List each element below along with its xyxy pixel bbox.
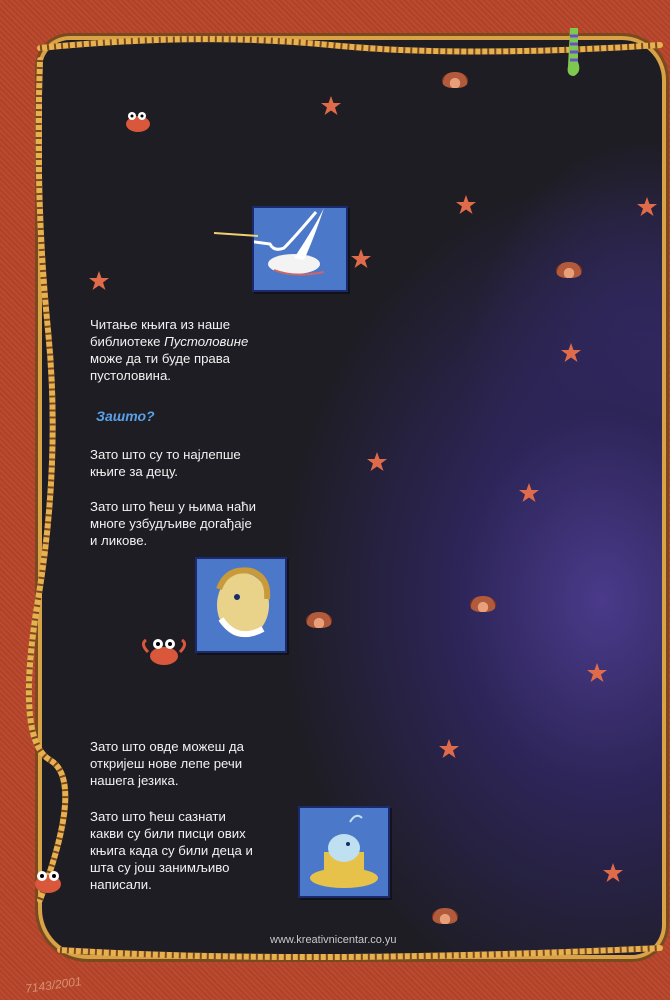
reason-paragraph bbox=[90, 808, 253, 893]
crab-icon bbox=[26, 864, 74, 900]
text-line: и ликове. bbox=[90, 533, 148, 548]
stork-icon bbox=[254, 208, 346, 290]
stork-beak-icon bbox=[214, 228, 258, 238]
stork-illustration bbox=[252, 206, 348, 292]
text-line: нашега језика. bbox=[90, 773, 179, 788]
starfish-icon bbox=[350, 248, 372, 270]
shell-icon bbox=[432, 908, 458, 924]
reason-paragraph bbox=[90, 498, 256, 549]
crab-icon bbox=[140, 634, 190, 670]
shell-icon bbox=[470, 596, 496, 612]
text-line: Зато што су то најлепше bbox=[90, 447, 241, 462]
starfish-icon bbox=[560, 342, 582, 364]
poet-portrait-illustration bbox=[195, 557, 287, 653]
starfish-icon bbox=[518, 482, 540, 504]
reason-paragraph bbox=[90, 446, 241, 480]
shell-icon bbox=[306, 612, 332, 628]
starfish-icon bbox=[366, 451, 388, 473]
text-line: шта су још занимљиво bbox=[90, 860, 230, 875]
starfish-icon bbox=[586, 662, 608, 684]
text-fragment: библиотеке bbox=[90, 334, 165, 349]
text-line: Зато што ћеш сазнати bbox=[90, 809, 226, 824]
text-line: Читање књига из наше bbox=[90, 317, 231, 332]
intro-paragraph bbox=[90, 316, 248, 384]
starfish-icon bbox=[636, 196, 658, 218]
crab-icon bbox=[120, 106, 160, 136]
text-line: књига када су били деца и bbox=[90, 843, 253, 858]
whale-illustration bbox=[298, 806, 390, 898]
starfish-icon bbox=[320, 95, 342, 117]
series-title: Пустоловине bbox=[164, 334, 249, 349]
starfish-icon bbox=[88, 270, 110, 292]
reason-paragraph bbox=[90, 738, 244, 789]
text-line: пустоловина. bbox=[90, 368, 171, 383]
text-line: написали. bbox=[90, 877, 152, 892]
poet-portrait-icon bbox=[197, 559, 285, 651]
whale-in-hat-icon bbox=[300, 808, 388, 896]
text-line: књиге за децу. bbox=[90, 464, 178, 479]
starfish-icon bbox=[602, 862, 624, 884]
text-line: Зато што ћеш у њима наћи bbox=[90, 499, 257, 514]
shell-icon bbox=[556, 262, 582, 278]
text-line: Зато што овде можеш да bbox=[90, 739, 244, 754]
striped-sock-icon bbox=[560, 28, 590, 80]
text-line: многе узбудљиве догађаје bbox=[90, 516, 252, 531]
handwritten-number: 7143/2001 bbox=[24, 974, 83, 996]
starfish-icon bbox=[455, 194, 477, 216]
why-heading: Зашто? bbox=[96, 408, 155, 424]
website-link[interactable]: www.kreativnicentar.co.yu bbox=[270, 934, 397, 946]
text-line: какви су били писци ових bbox=[90, 826, 246, 841]
text-line bbox=[90, 333, 248, 350]
text-line: откријеш нове лепе речи bbox=[90, 756, 243, 771]
text-line: може да ти буде права bbox=[90, 351, 230, 366]
shell-icon bbox=[442, 72, 468, 88]
starfish-icon bbox=[438, 738, 460, 760]
